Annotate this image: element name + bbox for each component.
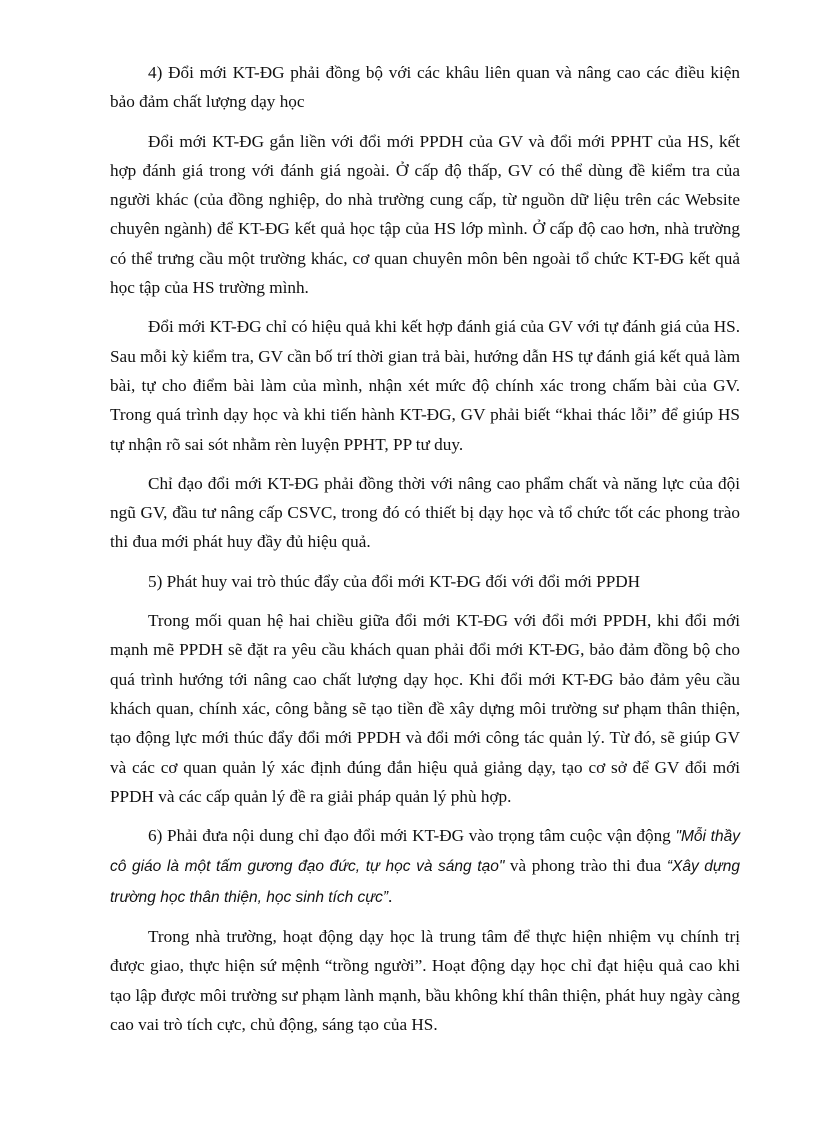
section-4-paragraph-3: Chỉ đạo đổi mới KT-ĐG phải đồng thời với nâng cao phẩm chất và năng lực của đội ngũ GV, đầu tư nâng cấp CSVC, trong đó có thiết bị dạy học và tổ chức tốt các phong trào thi đua mới phát huy đầy đủ hiệu quả. <box>110 473 740 552</box>
document-page <box>110 58 740 1049</box>
section-6-heading-tail: . <box>388 886 393 906</box>
section-4-paragraph-2: Đổi mới KT-ĐG chỉ có hiệu quả khi kết hợp đánh giá của GV với tự đánh giá của HS. Sau mỗi kỳ kiểm tra, GV cần bố trí thời gian trả bài, hướng dẫn HS tự đánh giá kết quả làm bài, tự cho điểm bài làm của mình, nhận xét mức độ chính xác trong chấm bài của GV. Trong quá trình dạy học và khi tiến hành KT-ĐG, GV phải biết “khai thác lỗi” để giúp HS tự nhận rõ sai sót nhằm rèn luyện PPHT, PP tư duy. <box>110 317 740 454</box>
section-6-campaign-quote: "Mỗi thầy cô giáo là một tấm gương đạo đức, tự học và sáng tạo" <box>110 828 740 876</box>
section-6-movement-quote: “Xây dựng trường học thân thiện, học sinh tích cực” <box>110 858 740 906</box>
section-6-heading-lead: 6) Phải đưa nội dung chỉ đạo đổi mới KT-ĐG vào trọng tâm cuộc vận động <box>148 826 676 846</box>
section-4-heading: 4) Đổi mới KT-ĐG phải đồng bộ với các khâu liên quan và nâng cao các điều kiện bảo đảm chất lượng dạy học <box>110 63 740 112</box>
section-5-heading: 5) Phát huy vai trò thúc đẩy của đổi mới KT-ĐG đối với đổi mới PPDH <box>148 571 641 591</box>
section-6-heading-middle: và phong trào thi đua <box>504 856 667 876</box>
section-4-paragraph-1: Đổi mới KT-ĐG gắn liền với đổi mới PPDH của GV và đổi mới PPHT của HS, kết hợp đánh giá trong với đánh giá ngoài. Ở cấp độ thấp, GV có thể dùng đề kiểm tra của người khác (của đồng nghiệp, do nhà trường cung cấp, từ nguồn dữ liệu trên các Website chuyên ngành) để KT-ĐG kết quả học tập của HS lớp mình. Ở cấp độ cao hơn, nhà trường có thể trưng cầu một trường khác, cơ quan chuyên môn bên ngoài tổ chức KT-ĐG kết quả học tập của HS trường mình. <box>110 131 740 298</box>
section-5-paragraph-1: Trong mối quan hệ hai chiều giữa đổi mới KT-ĐG với đổi mới PPDH, khi đổi mới mạnh mẽ PPDH sẽ đặt ra yêu cầu khách quan phải đổi mới KT-ĐG, bảo đảm đồng bộ cho quá trình hướng tới nâng cao chất lượng dạy học. Khi đổi mới KT-ĐG bảo đảm yêu cầu khách quan, chính xác, công bằng sẽ tạo tiền đề xây dựng môi trường sư phạm thân thiện, tạo động lực mới thúc đẩy đổi mới PPDH và đổi mới công tác quản lý. Từ đó, sẽ giúp GV và các cơ quan quản lý xác định đúng đắn hiệu quả giảng dạy, tạo cơ sở để GV đổi mới PPDH và các cấp quản lý đề ra giải pháp quản lý phù hợp. <box>110 611 740 806</box>
section-6-heading <box>110 821 740 912</box>
section-6-paragraph-1: Trong nhà trường, hoạt động dạy học là trung tâm để thực hiện nhiệm vụ chính trị được giao, thực hiện sứ mệnh “trồng người”. Hoạt động dạy học chỉ đạt hiệu quả cao khi tạo lập được môi trường sư phạm lành mạnh, bầu không khí thân thiện, phát huy ngày càng cao vai trò tích cực, chủ động, sáng tạo của HS. <box>110 927 740 1034</box>
